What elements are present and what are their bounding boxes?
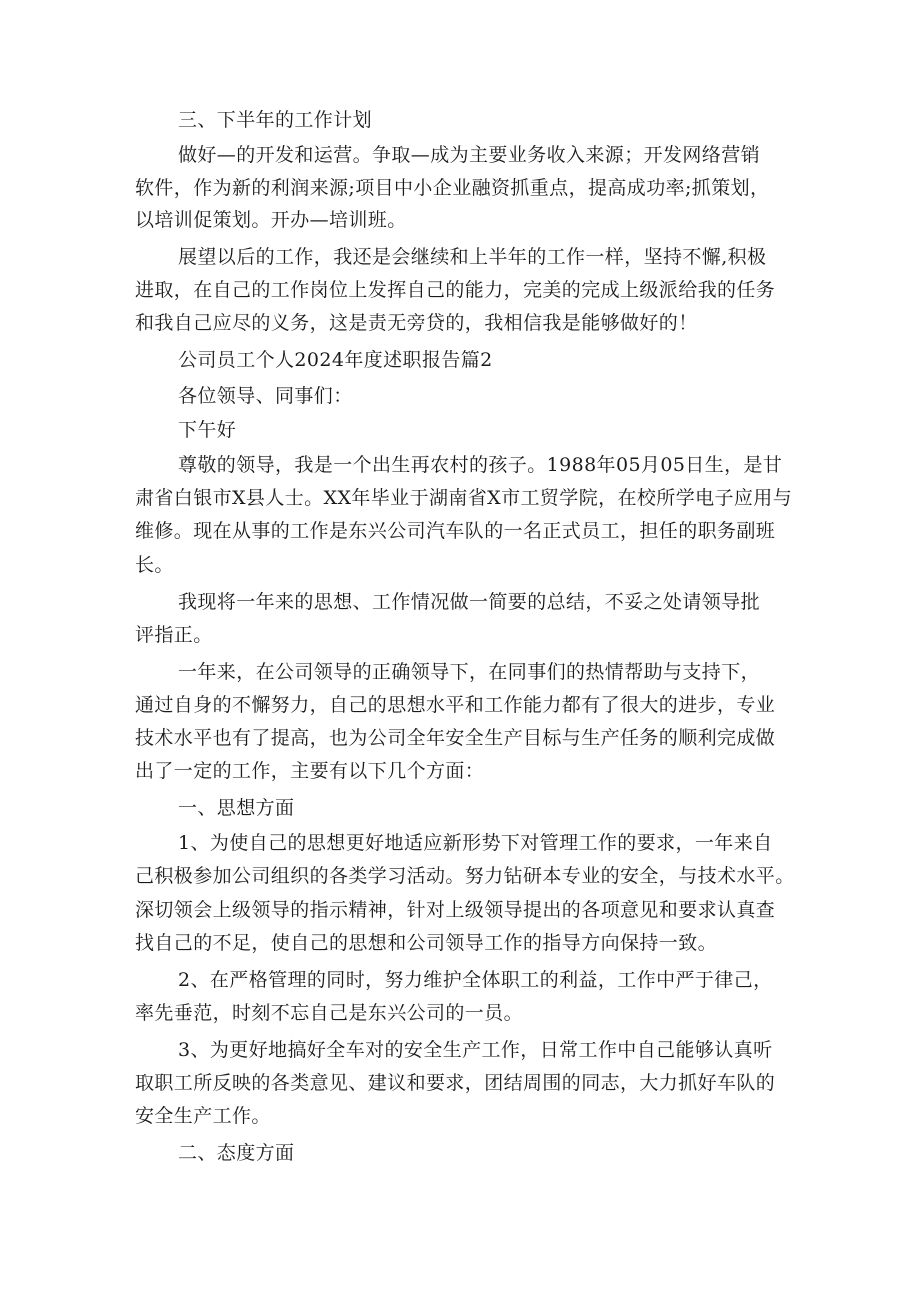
paragraph-line: 维修。现在从事的工作是东兴公司汽车队的一名正式员工，担任的职务副班 [135,520,776,542]
paragraph-line: 以培训促策划。开办—培训班。 [135,209,407,231]
salutation: 各位领导、同事们： [178,385,353,407]
paragraph-line: 找自己的不足，使自己的思想和公司领导工作的指导方向保持一致。 [135,932,718,954]
greeting: 下午好 [178,419,237,441]
paragraph-line: 技术水平也有了提高，也为公司全年安全生产目标与生产任务的顺利完成做 [135,727,776,749]
paragraph-line: 3、为更好地搞好全车对的安全生产工作，日常工作中自己能够认真听 [178,1039,773,1061]
paragraph-line: 做好—的开发和运营。争取—成为主要业务收入来源；开发网络营销 [178,144,761,166]
paragraph-line: 软件，作为新的利润来源;项目中小企业融资抓重点，提高成功率;抓策划， [135,177,770,199]
paragraph-line: 我现将一年来的思想、工作情况做一简要的总结，不妥之处请领导批 [178,591,761,613]
paragraph-line: 2、在严格管理的同时，努力维护全体职工的利益，工作中严于律己， [178,969,773,991]
paragraph-line: 出了一定的工作，主要有以下几个方面： [135,760,485,782]
paragraph-line: 深切领会上级领导的指示精神，针对上级领导提出的各项意见和要求认真查 [135,899,776,921]
section-heading: 三、下半年的工作计划 [178,109,373,131]
paragraph-line: 己积极参加公司组织的各类学习活动。努力钻研本专业的安全，与技术水平。 [135,865,795,887]
paragraph-line: 通过自身的不懈努力，自己的思想水平和工作能力都有了很大的进步，专业 [135,694,776,716]
section-heading: 一、思想方面 [178,797,295,819]
paragraph-line: 评指正。 [135,624,213,646]
paragraph-line: 尊敬的领导，我是一个出生再农村的孩子。1988年05月05日生，是甘 [178,454,783,476]
paragraph-line: 1、为使自己的思想更好地适应新形势下对管理工作的要求，一年来自 [178,832,773,854]
paragraph-line: 率先垂范，时刻不忘自己是东兴公司的一员。 [135,1002,524,1024]
paragraph-line: 肃省白银市X县人士。XX年毕业于湖南省X市工贸学院，在校所学电子应用与 [135,487,793,509]
section-heading: 二、态度方面 [178,1142,295,1164]
paragraph-line: 取职工所反映的各类意见、建议和要求，团结周围的同志，大力抓好车队的 [135,1072,776,1094]
paragraph-line: 和我自己应尽的义务，这是责无旁贷的，我相信我是能够做好的！ [135,312,698,334]
paragraph-line: 安全生产工作。 [135,1105,271,1127]
paragraph-line: 展望以后的工作，我还是会继续和上半年的工作一样，坚持不懈,积极 [178,246,767,268]
paragraph-line: 一年来，在公司领导的正确领导下，在同事们的热情帮助与支持下， [178,661,761,683]
paragraph-line: 长。 [135,554,174,576]
paragraph-line: 进取，在自己的工作岗位上发挥自己的能力，完美的完成上级派给我的任务 [135,279,776,301]
report-title: 公司员工个人2024年度述职报告篇2 [178,349,493,371]
